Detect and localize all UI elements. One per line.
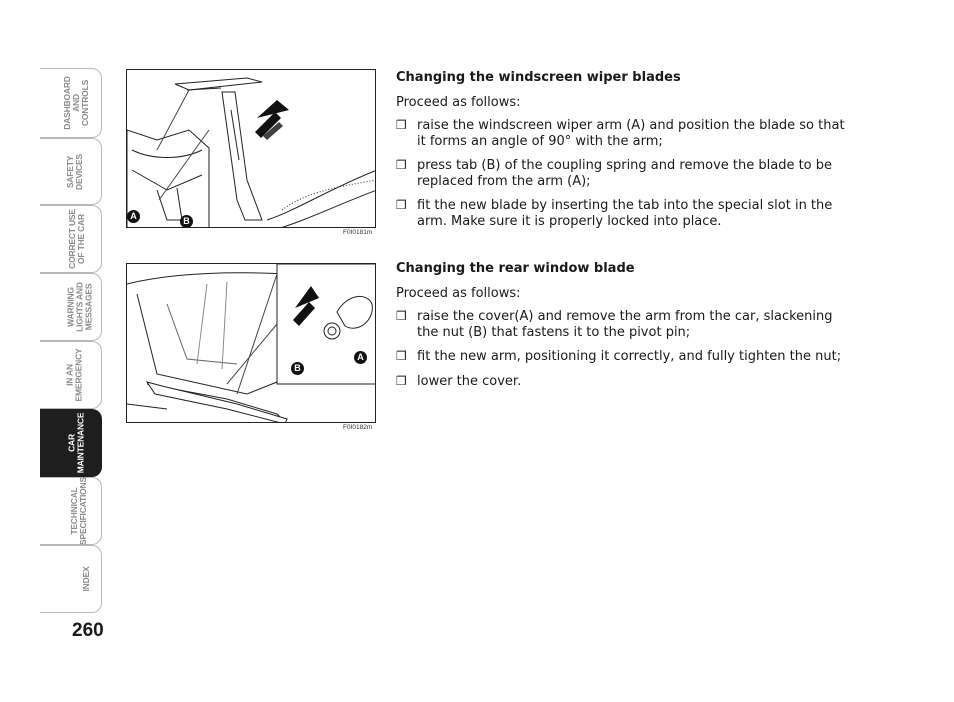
tab-in-an-emergency[interactable] — [40, 341, 102, 409]
tab-correct-use[interactable] — [40, 205, 102, 273]
tab-warning-lights[interactable] — [40, 273, 102, 341]
callout-a: A — [354, 351, 367, 364]
callout-b: B — [180, 215, 193, 228]
list-item: ❒ raise the windscreen wiper arm (A) and position the blade so that it forms an angle of 90° with the arm; — [396, 118, 845, 149]
figure-code: F0I0182m — [343, 424, 373, 431]
list-item: ❒ fit the new blade by inserting the tab into the special slot in the arm. Make sure it is properly locked into place. — [396, 198, 833, 229]
tab-label: INDEX — [81, 566, 92, 592]
rear-wiper-illustration — [127, 264, 376, 423]
section-title: Changing the rear window blade — [396, 261, 635, 276]
tab-label: CORRECT USE OF THE CAR — [67, 209, 87, 269]
section-intro: Proceed as follows: — [396, 95, 521, 110]
section-title: Changing the windscreen wiper blades — [396, 70, 681, 85]
checkbox-bullet-icon: ❒ — [396, 373, 407, 388]
checkbox-bullet-icon: ❒ — [396, 158, 407, 172]
callout-a: A — [127, 210, 140, 223]
figure-windscreen-wiper — [126, 69, 376, 228]
section-rear-blade — [396, 261, 846, 398]
figure-rear-wiper — [126, 263, 376, 423]
instruction-list — [396, 118, 846, 229]
figure-code: F0I0181m — [343, 229, 373, 236]
list-item: ❒ lower the cover. — [396, 373, 522, 389]
tab-label: WARNING LIGHTS AND MESSAGES — [65, 282, 94, 332]
tab-index[interactable] — [40, 545, 102, 613]
section-intro: Proceed as follows: — [396, 286, 521, 301]
wiper-illustration — [127, 70, 376, 228]
tab-technical-specifications[interactable] — [40, 477, 102, 545]
list-item: ❒ raise the cover(A) and remove the arm from the car, slackening the nut (B) that fastens it to the pivot pin; — [396, 309, 833, 340]
tab-safety-devices[interactable] — [40, 138, 102, 205]
callout-b: B — [291, 362, 304, 375]
list-item: ❒ press tab (B) of the coupling spring and remove the blade to be replaced from the arm (A); — [396, 158, 833, 189]
checkbox-bullet-icon: ❒ — [396, 198, 407, 212]
tab-label: CAR MAINTENANCE — [66, 412, 86, 474]
list-item: ❒ fit the new arm, positioning it correctly, and fully tighten the nut; — [396, 349, 842, 364]
tab-label: IN AN EMERGENCY — [64, 348, 84, 402]
page-number: 260 — [72, 620, 104, 641]
tab-car-maintenance[interactable] — [40, 409, 102, 477]
instruction-list — [396, 309, 846, 389]
section-windscreen-blades — [396, 70, 846, 238]
checkbox-bullet-icon: ❒ — [396, 118, 407, 132]
checkbox-bullet-icon: ❒ — [396, 349, 407, 363]
tab-label: DASHBOARD AND CONTROLS — [61, 76, 90, 130]
tab-dashboard-and-controls[interactable] — [40, 68, 102, 138]
tab-label: SAFETY DEVICES — [65, 153, 85, 190]
checkbox-bullet-icon: ❒ — [396, 309, 407, 323]
tab-label: TECHNICAL SPECIFICATIONS — [69, 477, 89, 545]
